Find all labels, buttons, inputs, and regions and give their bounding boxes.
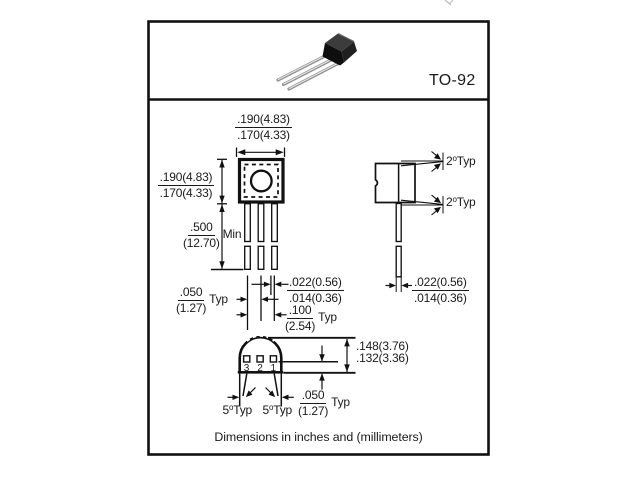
lead-span-qualifier: Typ: [318, 309, 337, 324]
taper-angle-top-value: 2: [446, 154, 453, 168]
splay-angle-left-qualifier: Typ: [233, 402, 252, 417]
lead-spacing-dimension: [176, 286, 228, 314]
lead-width-dimension-front: [287, 276, 344, 304]
front-view-body: [240, 160, 284, 203]
lead-width-max: .022(0.56): [289, 275, 342, 289]
splay-angle-right-label: [263, 404, 292, 417]
pin-label-1: 1: [270, 362, 277, 374]
package-type-label: TO-92: [429, 72, 476, 89]
pin-label-3: 3: [243, 362, 250, 374]
front-view-circle: [251, 171, 272, 192]
side-view-lead: [396, 204, 401, 277]
degree-symbol: o: [228, 402, 234, 412]
bottom-view-lead-pads: [244, 356, 277, 362]
body-depth-min: .132(3.36): [356, 351, 409, 366]
lead-span-dimension: [285, 304, 337, 332]
taper-angle-bottom-value: 2: [446, 195, 453, 209]
body-width-max: .190(4.83): [237, 112, 290, 126]
lead-span-mm: (2.54): [285, 318, 316, 333]
body-width-min: .170(4.33): [237, 127, 290, 142]
lead-offset-mm: (1.27): [298, 403, 329, 418]
taper-angle-top-label: [446, 155, 475, 168]
lead-offset-qualifier: Typ: [331, 394, 350, 409]
partial-mark: [445, 0, 453, 5]
front-view-leads: [245, 204, 278, 270]
lead-spacing-inches: .050: [179, 285, 203, 299]
degree-symbol: o: [452, 195, 457, 204]
lead-spacing-qualifier: Typ: [209, 291, 228, 306]
body-depth-max: .148(3.76): [356, 338, 409, 353]
lead-offset-inches: .050: [301, 388, 325, 402]
splay-angle-left-value: 5: [222, 402, 229, 417]
body-width-dimension: [234, 113, 294, 141]
lead-width-side-min: .014(0.36): [414, 290, 467, 305]
lead-width-min: .014(0.36): [289, 290, 342, 305]
lead-length-mm: (12.70): [183, 235, 220, 250]
body-height-min: .170(4.33): [159, 185, 213, 200]
lead-width-dimension-side: [412, 276, 469, 304]
body-height-dimension: [155, 171, 217, 199]
package-photo: [278, 34, 357, 90]
lead-length-qualifier: Min: [222, 226, 242, 241]
degree-symbol: o: [268, 402, 274, 412]
lead-length-inches: .500: [190, 220, 213, 234]
lead-length-dimension: [183, 221, 241, 249]
degree-symbol: o: [452, 154, 457, 163]
lead-offset-dimension: [298, 389, 350, 417]
taper-angle-bottom-label: [446, 196, 475, 209]
splay-angle-left-label: [223, 404, 252, 417]
taper-angle-top-qualifier: Typ: [456, 154, 476, 168]
lead-span-inches: .100: [288, 303, 312, 317]
side-view-body: [376, 164, 416, 203]
body-depth-dimension: [356, 340, 409, 365]
pin-label-2: 2: [257, 362, 263, 374]
lead-spacing-mm: (1.27): [176, 300, 207, 315]
taper-angle-bottom-qualifier: Typ: [456, 195, 476, 209]
footer-note: Dimensions in inches and (millimeters): [214, 430, 423, 444]
side-view-drawing: [376, 152, 444, 293]
body-height-max: .190(4.83): [159, 170, 213, 184]
lead-width-side-max: .022(0.56): [414, 275, 467, 289]
splay-angle-right-value: 5: [262, 402, 269, 417]
splay-angle-right-qualifier: Typ: [273, 402, 292, 417]
